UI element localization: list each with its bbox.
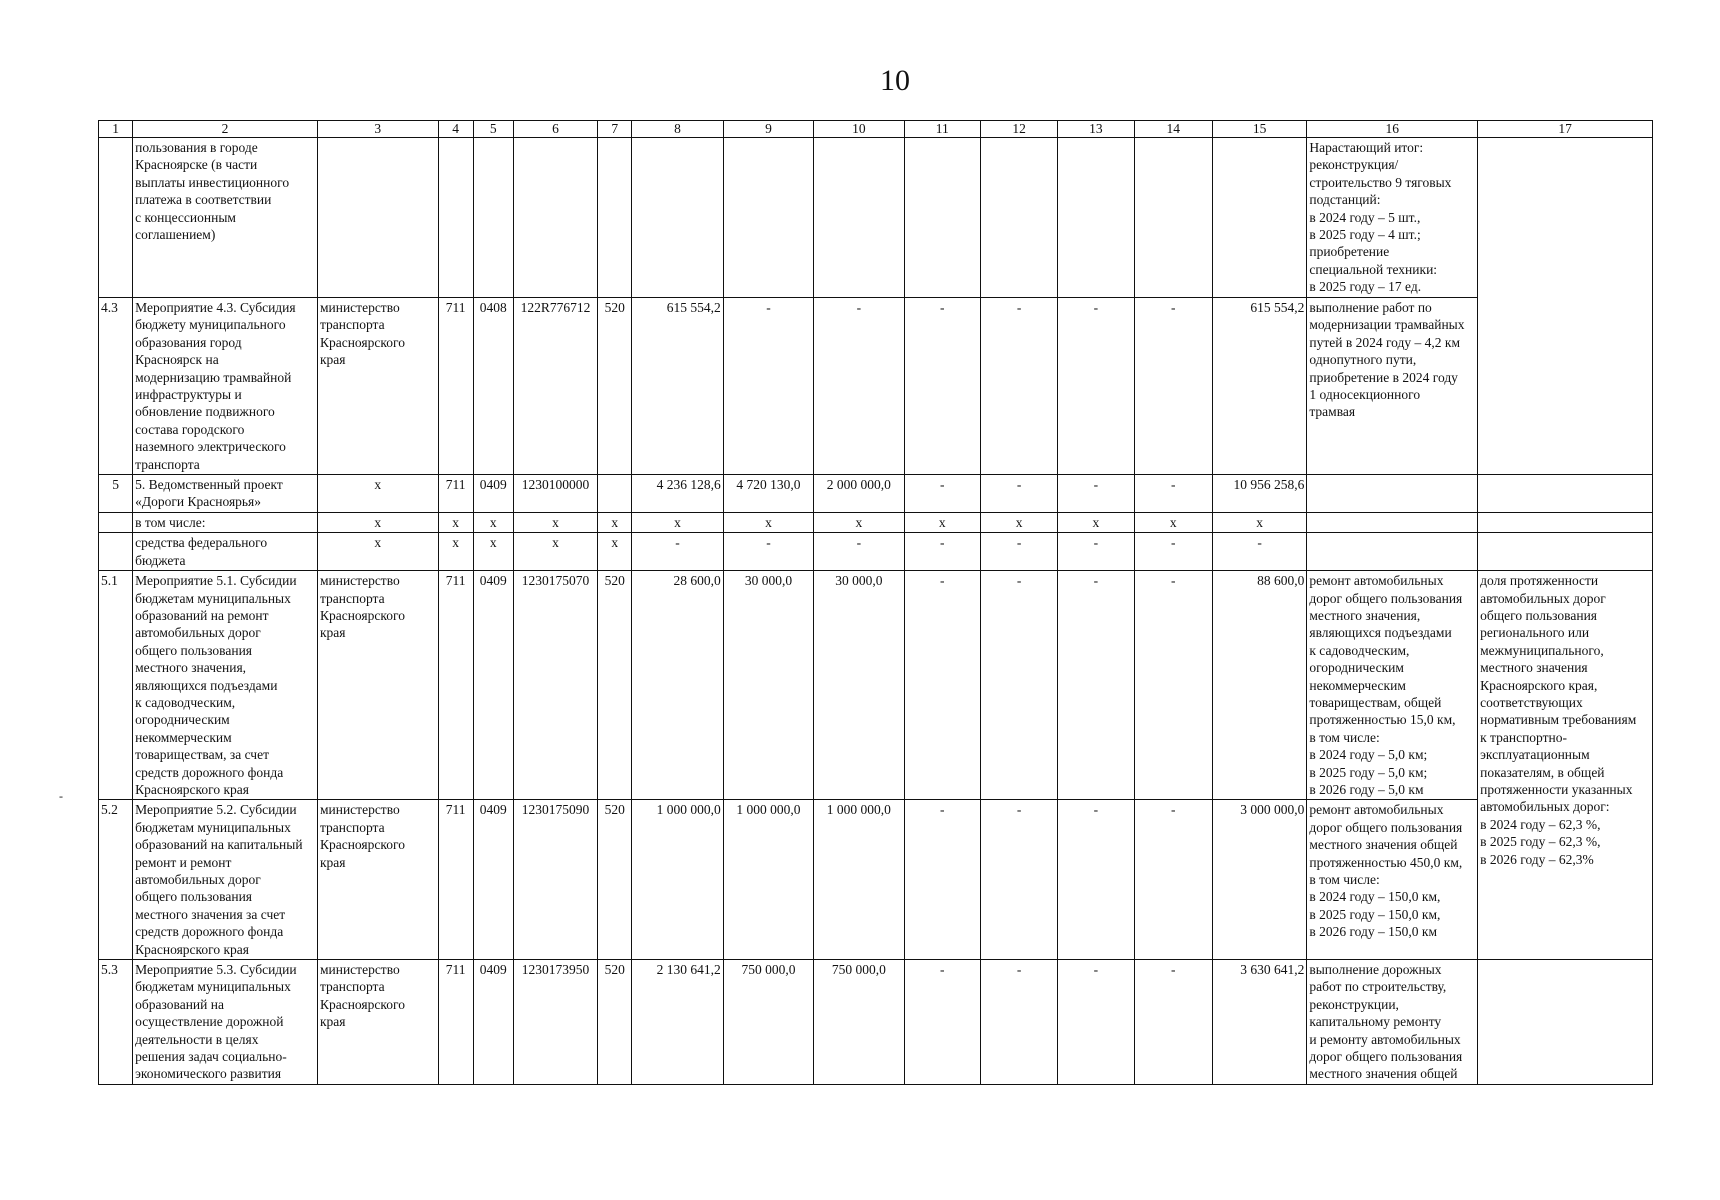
row-executor: министерство транспорта Красноярского края (317, 800, 438, 960)
cell-x: х (980, 512, 1057, 532)
cell-grbs: 711 (438, 800, 473, 960)
cell-section: 0409 (473, 800, 513, 960)
cell-c13: - (1058, 533, 1134, 571)
table-row-5-3 (99, 960, 1653, 1085)
cell-c11: - (904, 298, 980, 475)
cell-c14: - (1134, 960, 1212, 1085)
cell-csr: 1230175090 (513, 800, 597, 960)
cell-grbs: 711 (438, 571, 473, 800)
cell-2026: 30 000,0 (814, 571, 904, 800)
cell-x: х (1058, 512, 1134, 532)
header-cell: 6 (513, 121, 597, 138)
table-row-federal (99, 533, 1653, 571)
row-name: пользования в городе Красноярске (в части выплаты инвестиционного платежа в соответствии с концессионным соглашением) (133, 138, 318, 298)
indicator-cell-empty (1478, 138, 1653, 475)
cell-section: 0409 (473, 571, 513, 800)
cell-c14: - (1134, 533, 1212, 571)
header-cell: 7 (598, 121, 632, 138)
cell-2025: 750 000,0 (723, 960, 813, 1085)
cell-x: х (904, 512, 980, 532)
header-cell: 14 (1134, 121, 1212, 138)
header-cell: 15 (1212, 121, 1306, 138)
cell-2024: 2 130 641,2 (632, 960, 723, 1085)
header-cell: 12 (980, 121, 1057, 138)
cell-section: 0409 (473, 960, 513, 1085)
cell-2024: 4 236 128,6 (632, 475, 723, 513)
cell-2026: - (814, 533, 904, 571)
row-executor: министерство транспорта Красноярского края (317, 960, 438, 1085)
row-name: Мероприятие 4.3. Субсидия бюджету муниципального образования город Красноярск на модернизацию трамвайной инфраструктуры и обновление подвижного состава городского наземного электрического транспорта (133, 298, 318, 475)
header-cell: 5 (473, 121, 513, 138)
cell-c11: - (904, 571, 980, 800)
cell-c14: - (1134, 571, 1212, 800)
row-number: 5.1 (99, 571, 133, 800)
cell-c14: - (1134, 475, 1212, 513)
cell-x: х (814, 512, 904, 532)
cell-c13: - (1058, 800, 1134, 960)
header-cell: 8 (632, 121, 723, 138)
cell-c11: - (904, 960, 980, 1085)
row-indicator: доля протяженности автомобильных дорог общего пользования регионального или межмуниципального, местного значения Красноярского края, соответствующих нормативным требованиям к транспортно- эксплуатационным показателям, в общей протяженности указанных автомобильных дорог: в 2024 году – 62,3 %, в 2025 году – 62,3 %, в 2026 году – 62,3% (1478, 571, 1653, 960)
row-name: Мероприятие 5.2. Субсидии бюджетам муниципальных образований на капитальный ремонт и ремонт автомобильных дорог общего пользования местного значения за счет средств дорожного фонда Красноярского края (133, 800, 318, 960)
header-cell: 11 (904, 121, 980, 138)
cell-c13: - (1058, 571, 1134, 800)
cell-2024: - (632, 533, 723, 571)
cell-c12: - (980, 960, 1057, 1085)
cell-section: 0409 (473, 475, 513, 513)
header-cell: 1 (99, 121, 133, 138)
cell-x: х (473, 533, 513, 571)
cell-x: х (1212, 512, 1306, 532)
cell-x: х (317, 512, 438, 532)
cell-vr (598, 475, 632, 513)
header-cell: 3 (317, 121, 438, 138)
cell-grbs: 711 (438, 475, 473, 513)
row-result: ремонт автомобильных дорог общего пользования местного значения, являющихся подъездами к садоводческим, огородническим некоммерческим товариществам, общей протяженностью 15,0 км, в том числе: в 2024 году – 5,0 км; в 2025 году – 5,0 км; в 2026 году – 5,0 км (1307, 571, 1478, 800)
table-row-5-2 (99, 800, 1653, 960)
cell-c13: - (1058, 475, 1134, 513)
cell-grbs: 711 (438, 960, 473, 1085)
row-executor: министерство транспорта Красноярского края (317, 298, 438, 475)
row-number: 4.3 (99, 298, 133, 475)
cell-total: 3 000 000,0 (1212, 800, 1306, 960)
cell-x: х (438, 512, 473, 532)
cell-2025: 30 000,0 (723, 571, 813, 800)
row-result: выполнение работ по модернизации трамвайных путей в 2024 году – 4,2 км однопутного пути, приобретение в 2024 году 1 односекционного трамвая (1307, 298, 1478, 475)
program-table (98, 120, 1653, 1085)
cell-section: 0408 (473, 298, 513, 475)
cell-c12: - (980, 475, 1057, 513)
row-name: Мероприятие 5.3. Субсидии бюджетам муниципальных образований на осуществление дорожной деятельности в целях решения задач социально- экономического развития (133, 960, 318, 1085)
cell-x: х (598, 533, 632, 571)
cell-x: х (632, 512, 723, 532)
cell-2025: 4 720 130,0 (723, 475, 813, 513)
cell-csr: 1230175070 (513, 571, 597, 800)
cell-2026: - (814, 298, 904, 475)
table-row-4-3 (99, 298, 1653, 475)
cell-c13: - (1058, 960, 1134, 1085)
header-row (99, 121, 1653, 138)
header-cell: 10 (814, 121, 904, 138)
cell-c11: - (904, 800, 980, 960)
cell-x: х (473, 512, 513, 532)
cell-total: 10 956 258,6 (1212, 475, 1306, 513)
cell-x: х (598, 512, 632, 532)
row-name: средства федерального бюджета (133, 533, 318, 571)
cell-c14: - (1134, 800, 1212, 960)
cell-c14: - (1134, 298, 1212, 475)
row-executor: х (317, 475, 438, 513)
cell-2026: 2 000 000,0 (814, 475, 904, 513)
cell-csr: 1230100000 (513, 475, 597, 513)
cell-c13: - (1058, 298, 1134, 475)
cell-c11: - (904, 475, 980, 513)
header-cell: 16 (1307, 121, 1478, 138)
cell-total: 615 554,2 (1212, 298, 1306, 475)
cell-grbs: 711 (438, 298, 473, 475)
cell-2025: - (723, 533, 813, 571)
cell-vr: 520 (598, 800, 632, 960)
cell-2026: 750 000,0 (814, 960, 904, 1085)
cell-total: 88 600,0 (1212, 571, 1306, 800)
row-result: Нарастающий итог: реконструкция/ строительство 9 тяговых подстанций: в 2024 году – 5 шт., в 2025 году – 4 шт.; приобретение специальной техники: в 2025 году – 17 ед. (1307, 138, 1478, 298)
cell-vr: 520 (598, 571, 632, 800)
row-name: в том числе: (133, 512, 318, 532)
header-cell: 9 (723, 121, 813, 138)
table-row-5-1 (99, 571, 1653, 800)
header-cell: 4 (438, 121, 473, 138)
stray-mark: - (59, 789, 63, 803)
row-number: 5 (99, 475, 133, 513)
cell-vr: 520 (598, 960, 632, 1085)
row-name: Мероприятие 5.1. Субсидии бюджетам муниципальных образований на ремонт автомобильных дорог общего пользования местного значения, являющихся подъездами к садоводческим, огородническим некоммерческим товариществам, за счет средств дорожного фонда Красноярского края (133, 571, 318, 800)
table-row-including (99, 512, 1653, 532)
cell-total: 3 630 641,2 (1212, 960, 1306, 1085)
cell-c11: - (904, 533, 980, 571)
row-result: выполнение дорожных работ по строительству, реконструкции, капитальному ремонту и ремонту автомобильных дорог общего пользования местного значения общей (1307, 960, 1478, 1085)
cell-2024: 1 000 000,0 (632, 800, 723, 960)
cell-x: х (1134, 512, 1212, 532)
cell-x: х (513, 512, 597, 532)
cell-csr: 122R776712 (513, 298, 597, 475)
cell-2025: - (723, 298, 813, 475)
header-cell: 13 (1058, 121, 1134, 138)
cell-2025: 1 000 000,0 (723, 800, 813, 960)
table-row-continuation (99, 138, 1653, 298)
cell-2024: 28 600,0 (632, 571, 723, 800)
cell-csr: 1230173950 (513, 960, 597, 1085)
row-number: 5.2 (99, 800, 133, 960)
cell-c12: - (980, 533, 1057, 571)
header-cell: 17 (1478, 121, 1653, 138)
cell-x: х (513, 533, 597, 571)
cell-c12: - (980, 298, 1057, 475)
page-number: 10 (880, 64, 910, 97)
cell-2024: 615 554,2 (632, 298, 723, 475)
row-executor: министерство транспорта Красноярского края (317, 571, 438, 800)
cell-c12: - (980, 800, 1057, 960)
cell-x: х (438, 533, 473, 571)
cell-total: - (1212, 533, 1306, 571)
cell-x: х (723, 512, 813, 532)
cell-c12: - (980, 571, 1057, 800)
header-cell: 2 (133, 121, 318, 138)
cell-vr: 520 (598, 298, 632, 475)
cell-2026: 1 000 000,0 (814, 800, 904, 960)
row-name: 5. Ведомственный проект «Дороги Красноярья» (133, 475, 318, 513)
table-row-5 (99, 475, 1653, 513)
row-result: ремонт автомобильных дорог общего пользования местного значения общей протяженностью 450,0 км, в том числе: в 2024 году – 150,0 км, в 2025 году – 150,0 км, в 2026 году – 150,0 км (1307, 800, 1478, 960)
cell-x: х (317, 533, 438, 571)
row-number: 5.3 (99, 960, 133, 1085)
